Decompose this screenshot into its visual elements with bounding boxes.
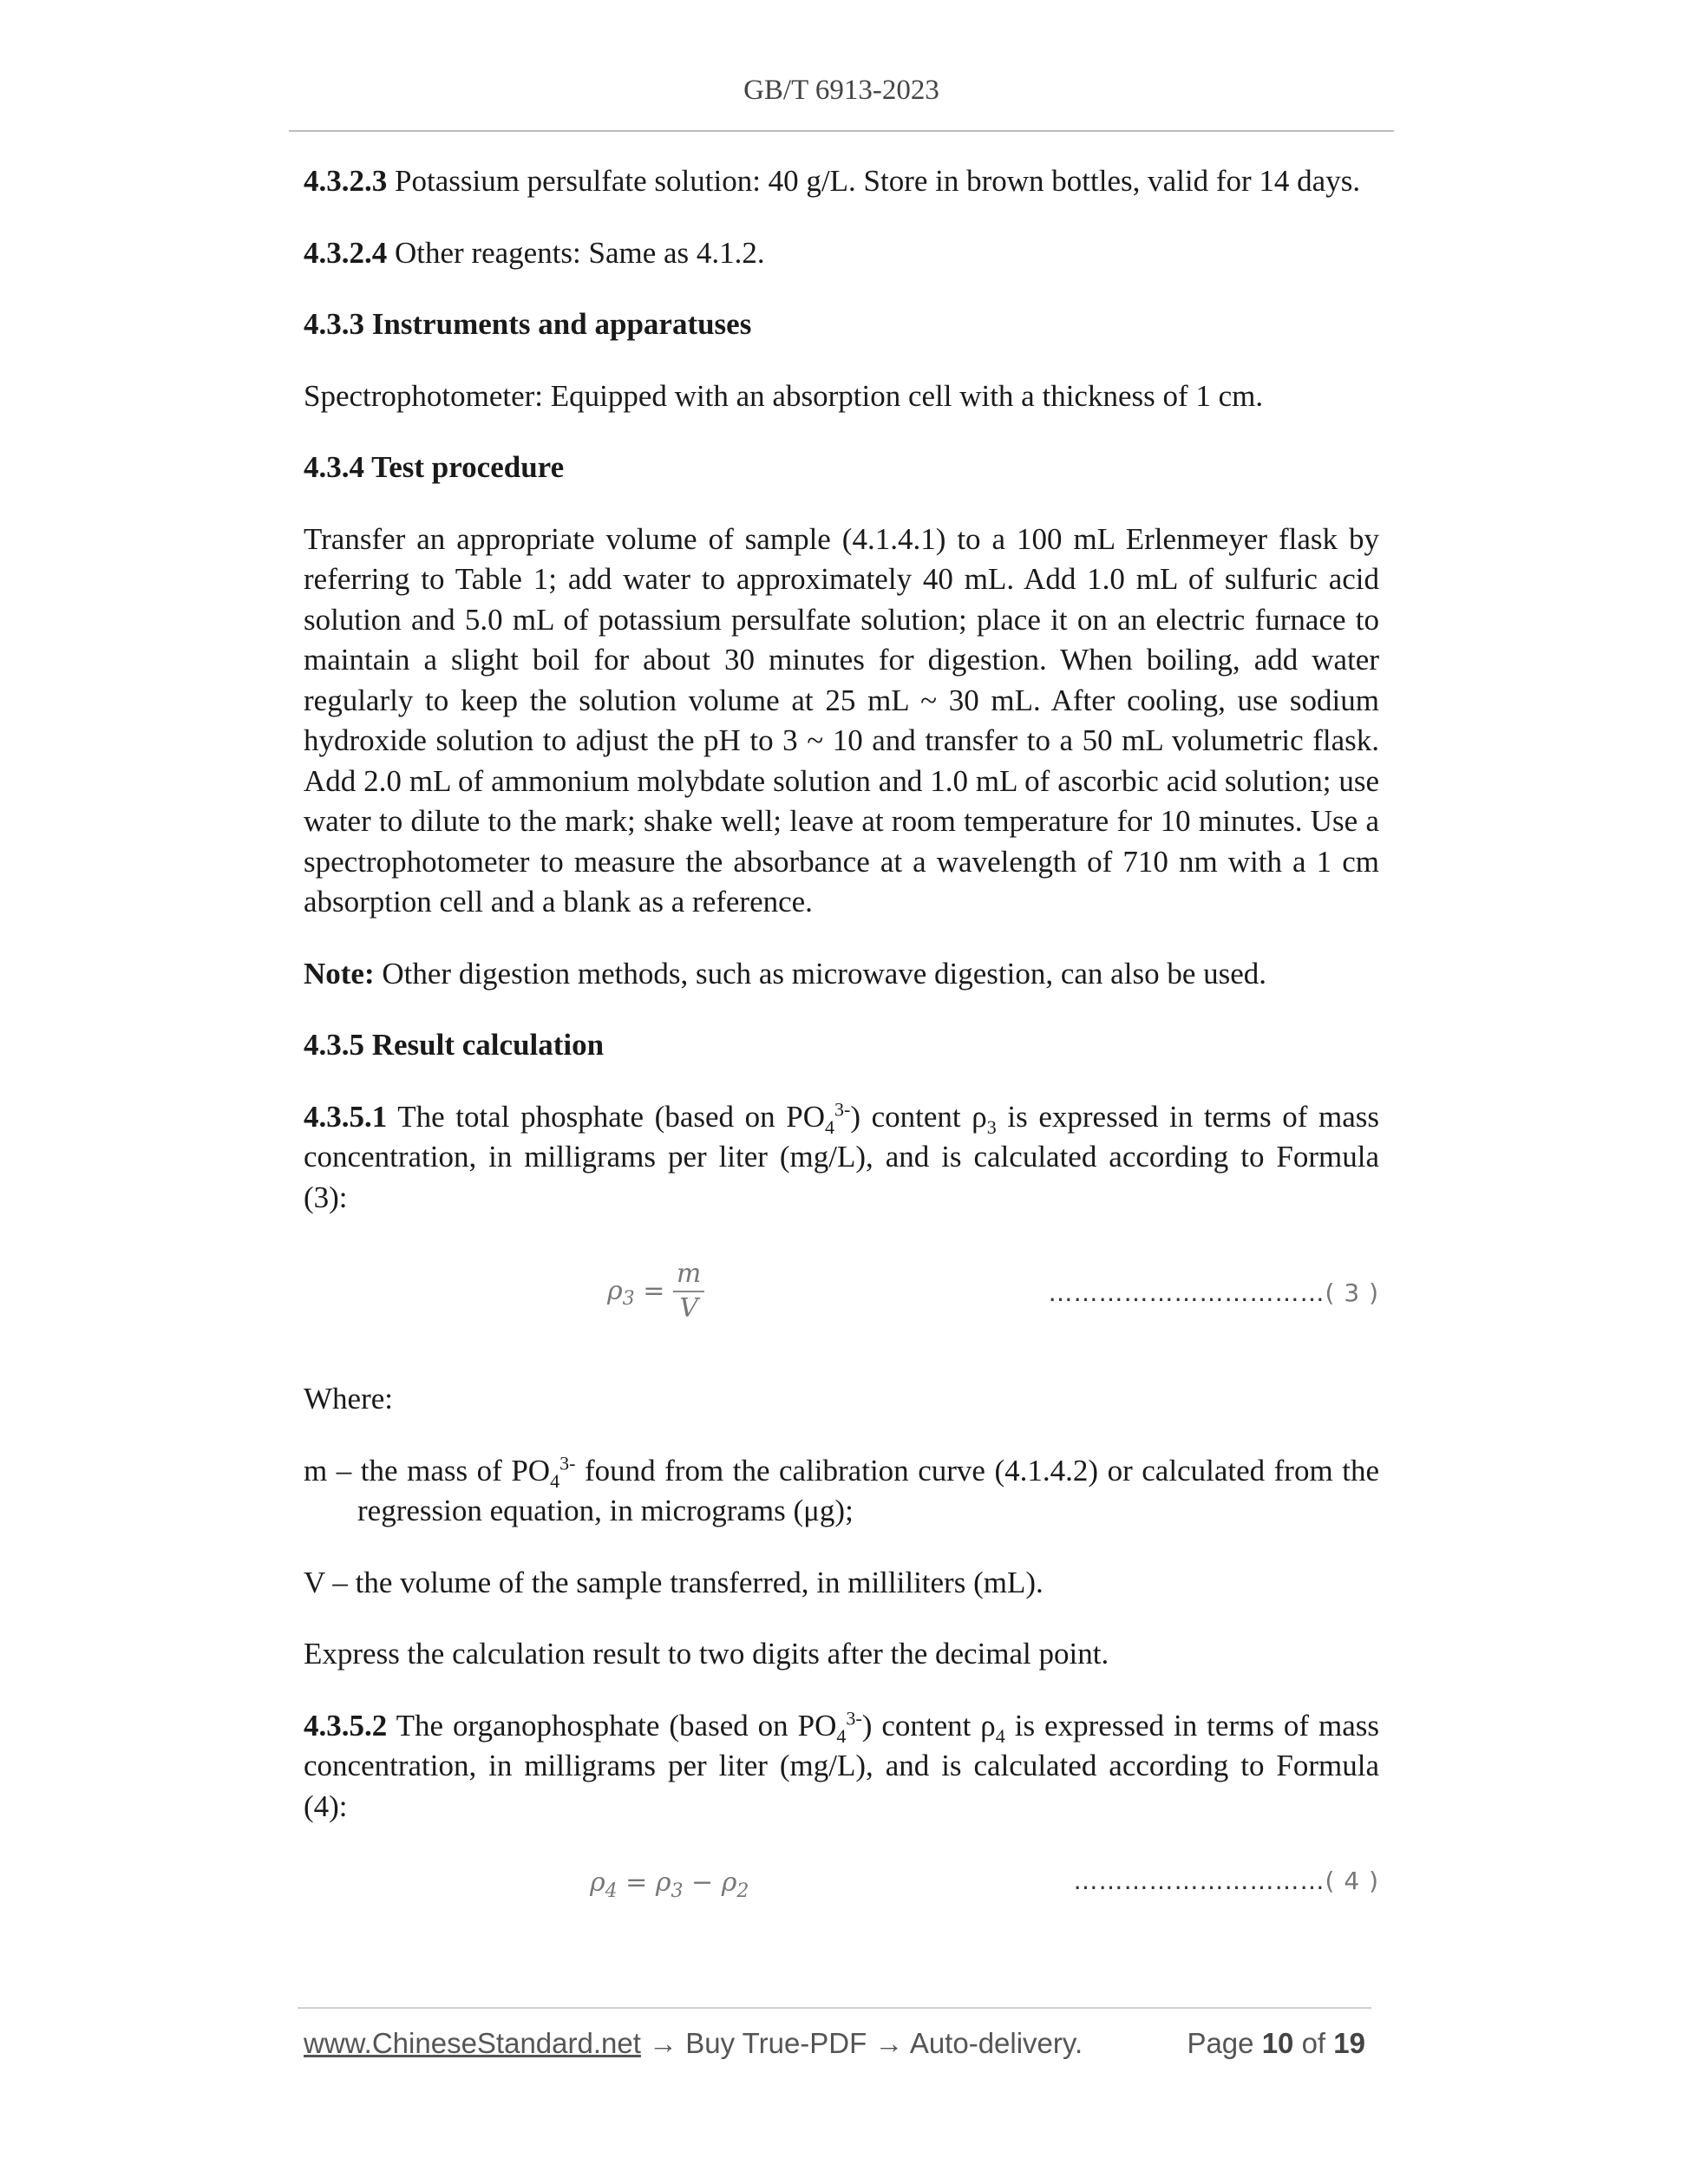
section-number: 4.3.2.4 — [304, 235, 388, 270]
header-divider — [289, 130, 1394, 132]
current-page: 10 — [1261, 2027, 1294, 2059]
paragraph-4-3-5-2: 4.3.5.2 The organophosphate (based on $PO_4^{3-}$) content $\rho_4$ is expressed in terms of mass concentration, in milligrams per liter (mg/L), and is calculated according to Formula (4): — [304, 1706, 1380, 1823]
page-indicator: Page 10 of 19 — [1187, 2027, 1365, 2059]
footer-divider — [298, 2007, 1371, 2009]
formula-3 — [304, 1249, 1379, 1344]
formula-3-fraction: $\frac{m}{V}$ — [673, 1258, 704, 1325]
where-item-m: m – the mass of $PO_4^{3-}$ found from the calibration curve (4.1.4.2) or calculated from the regression equation, in micrograms (μg); — [304, 1451, 1379, 1527]
formula-3-leader: ……………………………( 3 ) — [1048, 1278, 1379, 1307]
paragraph-instruments: Spectrophotometer: Equipped with an absorption cell with a thickness of 1 cm. — [304, 378, 1264, 413]
total-pages: 19 — [1333, 2027, 1365, 2059]
where-item-v: V – the volume of the sample transferred, in milliliters (mL). — [304, 1565, 1044, 1599]
heading-4-3-5: 4.3.5 Result calculation — [304, 1028, 605, 1062]
document-header: GB/T 6913-2023 — [743, 75, 939, 106]
paragraph-express-result: Express the calculation result to two digits after the decimal point. — [304, 1637, 1109, 1671]
section-number: 4.3.2.3 — [304, 164, 388, 198]
heading-4-3-4: 4.3.4 Test procedure — [304, 450, 565, 484]
formula-4 — [304, 1858, 1379, 1910]
paragraph-text: Other reagents: Same as 4.1.2. — [387, 235, 765, 270]
paragraph-4-3-2-4 — [304, 233, 1379, 274]
note-paragraph — [304, 954, 1379, 995]
paragraph-4-3-2-3 — [304, 161, 1379, 202]
paragraph-test-procedure: Transfer an appropriate volume of sample (4.1.4.1) to a 100 mL Erlenmeyer flask by referring to Table 1; add water to approximately 40 mL. Add 1.0 mL of sulfuric acid solution and 5.0 mL of potassium persulfate solution; place it on an electric furnace to maintain a slight boil for about 30 minutes for digestion. When boiling, add water regularly to keep the solution volume at 25 mL ~ 30 mL. After cooling, use sodium hydroxide solution to adjust the pH to 3 ~ 10 and transfer to a 50 mL volumetric flask. Add 2.0 mL of ammonium molybdate solution and 1.0 mL of ascorbic acid solution; use water to dilute to the mark; shake well; leave at room temperature for 10 minutes. Use a spectrophotometer to measure the absorbance at a wavelength of 710 nm with a 1 cm absorption cell and a blank as a reference. — [304, 521, 1379, 919]
paragraph-text: Potassium persulfate solution: 40 g/L. Store in brown bottles, valid for 14 days. — [387, 164, 1361, 198]
section-number: 4.3.5.2 — [304, 1708, 388, 1743]
paragraph-4-3-5-1: 4.3.5.1 The total phosphate (based on $PO_4^{3-}$) content $\rho_3$ is expressed in terms of mass concentration, in milligrams per liter (mg/L), and is calculated according to Formula (3): — [304, 1097, 1380, 1214]
note-label: Note: — [304, 956, 375, 991]
footer — [304, 2027, 1365, 2060]
website-link[interactable]: www.ChineseStandard.net — [304, 2027, 641, 2059]
heading-4-3-3: 4.3.3 Instruments and apparatuses — [304, 307, 752, 341]
formula-3-expression: $\rho_3$ = $\frac{m}{V}$ — [607, 1258, 704, 1325]
section-number: 4.3.5.1 — [304, 1099, 388, 1134]
where-label: Where: — [304, 1382, 393, 1416]
formula-4-expression: $\rho_4 = \rho_3 - \rho_2$ — [590, 1867, 749, 1902]
formula-4-leader: …………………………( 4 ) — [1073, 1867, 1379, 1895]
document-body — [304, 161, 1379, 1945]
footer-tagline: → Buy True-PDF → Auto-delivery. — [640, 2027, 1083, 2059]
note-text: Other digestion methods, such as microwave digestion, can also be used. — [374, 956, 1267, 991]
